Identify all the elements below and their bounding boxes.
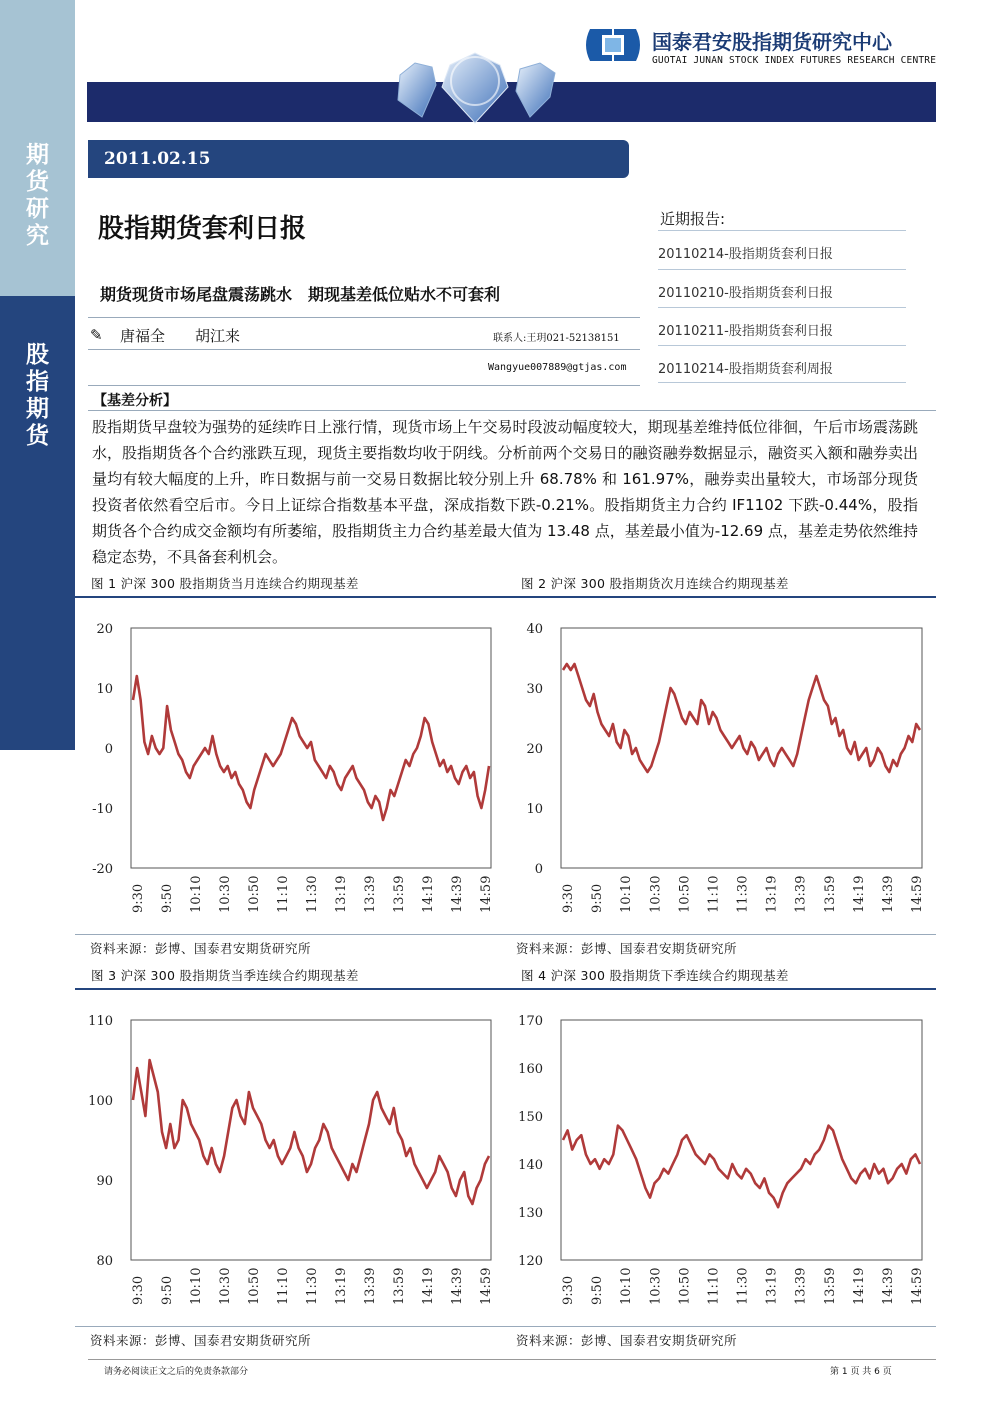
diamond-banner-icon — [380, 45, 570, 125]
x-tick-label: 11:10 — [276, 875, 291, 913]
y-tick-label: 90 — [96, 1174, 113, 1189]
divider — [75, 934, 936, 935]
brand-name-cn: 国泰君安股指期货研究中心 — [652, 30, 892, 54]
brand-name-en: GUOTAI JUNAN STOCK INDEX FUTURES RESEARCH CENTRE — [652, 55, 937, 66]
x-tick-label: 11:30 — [735, 875, 751, 913]
recent-report-item[interactable]: 20110211-股指期货套利日报 — [658, 307, 906, 345]
x-tick-label: 13:39 — [363, 875, 378, 913]
divider — [88, 410, 936, 411]
x-tick-label: 14:39 — [450, 1267, 465, 1305]
x-tick-label: 9:50 — [590, 883, 606, 913]
x-tick-label: 10:10 — [619, 875, 635, 913]
x-tick-label: 13:19 — [764, 1267, 780, 1305]
x-tick-label: 10:50 — [247, 875, 262, 913]
contact-info: 联系人:王玥021-52138151 — [493, 333, 620, 344]
y-tick-label: 30 — [526, 682, 543, 697]
divider — [75, 1326, 936, 1327]
y-tick-label: 150 — [518, 1110, 543, 1125]
x-tick-label: 14:19 — [851, 875, 867, 913]
x-tick-label: 9:30 — [131, 883, 146, 913]
x-tick-label: 14:59 — [479, 1267, 494, 1305]
y-tick-label: 80 — [96, 1254, 113, 1269]
x-tick-label: 14:39 — [450, 875, 465, 913]
x-tick-label: 10:30 — [648, 1267, 664, 1305]
analysis-body: 股指期货早盘较为强势的延续昨日上涨行情，现货市场上午交易时段波动幅度较大，期现基差维持低位徘徊，午后市场震荡跳水，股指期货各个合约涨跌互现，现货主要指数均收于阴线。分析前两个交易日的融资融券数据显示，融资买入额和融券卖出量均有较大幅度的上升，昨日数据与前一交易日数据比较分别上升 68.78% 和 161.97%，融券卖出量较大，市场部分现货投资者依然看空后市。今日上证综合指数基本平盘，深成指数下跌-0.21%。股指期货主力合约 IF1102 下跌-0.44%，股指期货各个合约成交金额均有所萎缩，股指期货主力合约基差最大值为 13.48 点，基差最小值为-12.69 点，基差走势依然维持稳定态势，不具备套利机会。 — [92, 418, 918, 566]
y-tick-label: -10 — [92, 802, 113, 817]
x-tick-label: 11:10 — [276, 1267, 291, 1305]
x-tick-label: 14:59 — [479, 875, 494, 913]
guotai-junan-logo-icon — [582, 23, 644, 67]
y-tick-label: 160 — [518, 1062, 543, 1077]
x-tick-label: 13:19 — [764, 875, 780, 913]
x-tick-label: 10:10 — [189, 875, 204, 913]
recent-report-item[interactable]: 20110210-股指期货套利日报 — [658, 269, 906, 307]
y-tick-label: 10 — [526, 802, 543, 817]
figure-2-chart — [505, 598, 936, 934]
y-tick-label: 100 — [88, 1094, 113, 1109]
figure-4-title: 图 4 沪深 300 股指期货下季连续合约期现基差 — [521, 968, 789, 983]
figure-1-source: 资料来源：彭博、国泰君安期货研究所 — [90, 941, 312, 956]
y-tick-label: 120 — [518, 1254, 543, 1269]
x-tick-label: 13:19 — [334, 1267, 349, 1305]
x-tick-label: 9:30 — [561, 883, 576, 913]
x-tick-label: 10:50 — [677, 1267, 693, 1305]
x-tick-label: 10:10 — [619, 1267, 635, 1305]
figure-1-title: 图 1 沪深 300 股指期货当月连续合约期现基差 — [91, 576, 359, 591]
y-tick-label: 20 — [96, 622, 113, 637]
y-tick-label: 130 — [518, 1206, 543, 1221]
figure-3-chart — [75, 990, 505, 1326]
x-tick-label: 14:39 — [880, 1267, 896, 1305]
x-tick-label: 13:59 — [392, 875, 407, 913]
x-tick-label: 9:50 — [160, 883, 175, 913]
y-tick-label: 170 — [518, 1014, 543, 1029]
x-tick-label: 13:19 — [334, 875, 349, 913]
x-tick-label: 11:10 — [706, 875, 722, 913]
y-tick-label: 20 — [526, 742, 543, 757]
y-tick-label: 0 — [534, 862, 543, 877]
x-tick-label: 10:50 — [677, 875, 693, 913]
x-tick-label: 13:59 — [822, 1267, 838, 1305]
contact-email[interactable]: Wangyue007889@gtjas.com — [488, 362, 627, 373]
x-tick-label: 13:59 — [822, 875, 838, 913]
y-tick-label: 10 — [96, 682, 113, 697]
x-tick-label: 11:10 — [706, 1267, 722, 1305]
x-tick-label: 14:19 — [851, 1267, 867, 1305]
plot-frame — [131, 1020, 491, 1260]
x-tick-label: 13:59 — [392, 1267, 407, 1305]
divider — [88, 349, 640, 350]
x-tick-label: 11:30 — [305, 1267, 320, 1305]
x-tick-label: 10:50 — [247, 1267, 262, 1305]
footer-disclaimer: 请务必阅读正文之后的免责条款部分 — [104, 1367, 249, 1377]
basis-series-line — [133, 1060, 489, 1204]
pen-icon: ✎ — [90, 326, 103, 344]
section-label: 【基差分析】 — [93, 393, 177, 409]
x-tick-label: 10:30 — [218, 875, 233, 913]
report-subtitle: 期货现货市场尾盘震荡跳水 期现基差低位贴水不可套利 — [100, 285, 501, 304]
footer-divider — [88, 1359, 936, 1360]
figure-2-title: 图 2 沪深 300 股指期货次月连续合约期现基差 — [521, 576, 789, 591]
x-tick-label: 10:10 — [189, 1267, 204, 1305]
y-tick-label: 40 — [526, 622, 543, 637]
y-tick-label: 0 — [104, 742, 113, 757]
figure-3-source: 资料来源：彭博、国泰君安期货研究所 — [90, 1333, 312, 1348]
figure-3-title: 图 3 沪深 300 股指期货当季连续合约期现基差 — [91, 968, 359, 983]
x-tick-label: 10:30 — [218, 1267, 233, 1305]
sidebar-label-research: 期 货 研 究 — [26, 142, 49, 249]
figure-4-source: 资料来源：彭博、国泰君安期货研究所 — [516, 1333, 738, 1348]
recent-reports-heading: 近期报告: — [660, 210, 726, 228]
footer-page-number: 第 1 页 共 6 页 — [830, 1367, 892, 1377]
figure-2-source: 资料来源：彭博、国泰君安期货研究所 — [516, 941, 738, 956]
x-tick-label: 9:50 — [160, 1275, 175, 1305]
x-tick-label: 9:30 — [561, 1275, 576, 1305]
x-tick-label: 13:39 — [363, 1267, 378, 1305]
x-tick-label: 9:50 — [590, 1275, 606, 1305]
basis-series-line — [133, 676, 489, 820]
y-tick-label: 140 — [518, 1158, 543, 1173]
x-tick-label: 11:30 — [735, 1267, 751, 1305]
divider — [88, 317, 640, 318]
x-tick-label: 14:59 — [910, 1267, 925, 1305]
plot-frame — [561, 628, 922, 868]
x-tick-label: 14:39 — [880, 875, 896, 913]
recent-report-item[interactable]: 20110214-股指期货套利日报 — [658, 230, 906, 268]
y-tick-label: -20 — [92, 862, 113, 877]
x-tick-label: 13:39 — [793, 1267, 809, 1305]
sidebar-band-research — [0, 0, 75, 296]
basis-series-line — [563, 1126, 920, 1208]
x-tick-label: 10:30 — [648, 875, 664, 913]
basis-series-line — [563, 664, 920, 772]
divider — [88, 385, 640, 386]
sidebar-label-index-futures: 股 指 期 货 — [26, 342, 49, 449]
report-title: 股指期货套利日报 — [98, 214, 307, 244]
sidebar-band-index-futures — [0, 296, 75, 750]
x-tick-label: 13:39 — [793, 875, 809, 913]
x-tick-label: 14:59 — [910, 875, 925, 913]
report-date: 2011.02.15 — [104, 149, 211, 169]
figure-4-chart — [505, 990, 936, 1326]
x-tick-label: 11:30 — [305, 875, 320, 913]
x-tick-label: 9:30 — [131, 1275, 146, 1305]
y-tick-label: 110 — [88, 1014, 113, 1029]
recent-report-item[interactable]: 20110214-股指期货套利周报 — [658, 345, 906, 383]
authors: 唐福全 胡江来 — [120, 327, 241, 345]
x-tick-label: 14:19 — [421, 1267, 436, 1305]
x-tick-label: 14:19 — [421, 875, 436, 913]
figure-1-chart — [75, 598, 505, 934]
